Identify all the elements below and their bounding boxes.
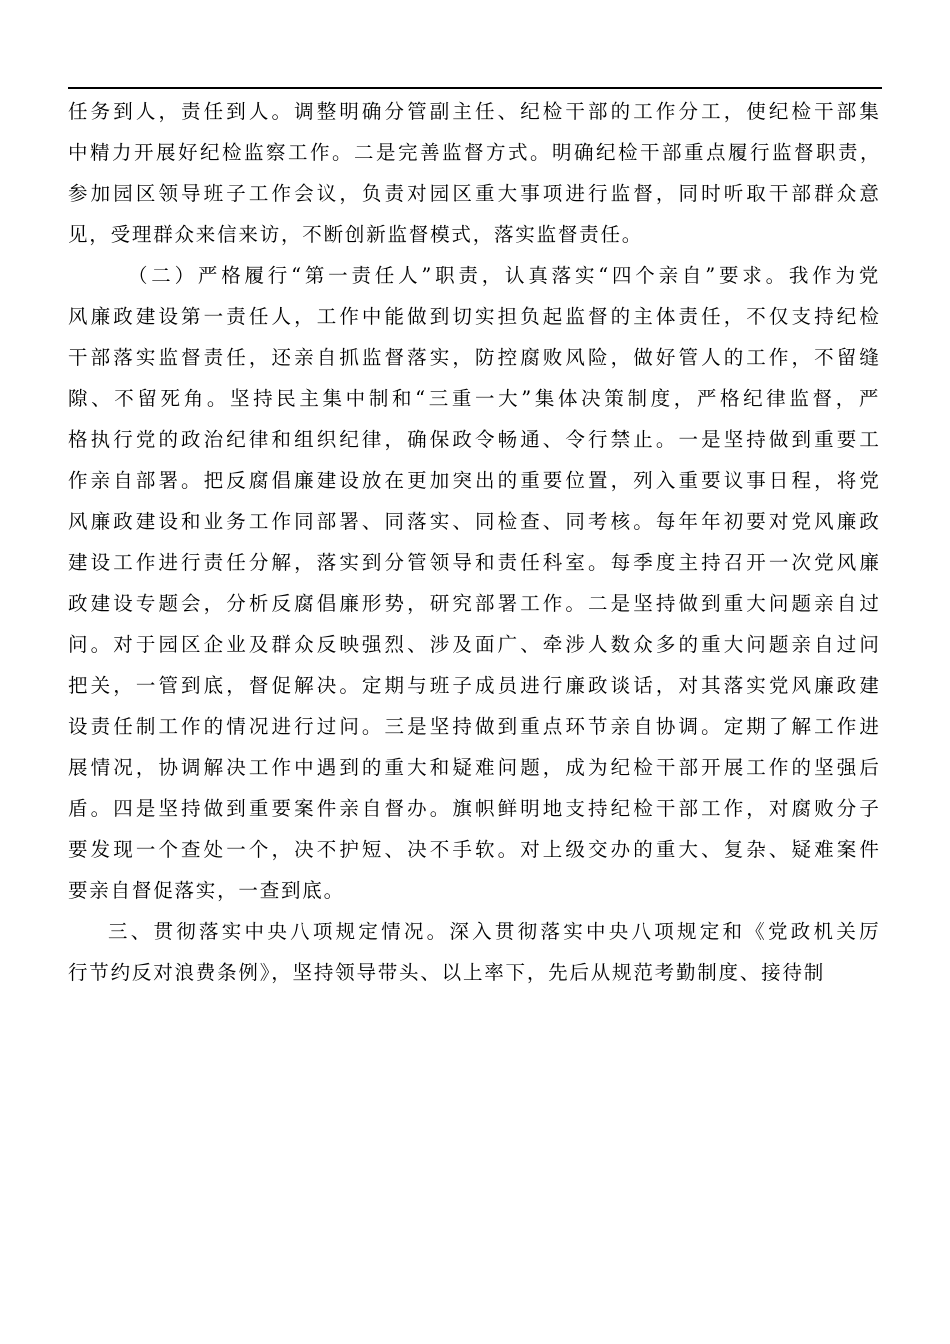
text-line: 见，受理群众来信来访，不断创新监督模式，落实监督责任。 xyxy=(68,223,644,246)
text-line: 把关，一管到底，督促解决。定期与班子成员进行廉政谈话，对其落实党风廉政建 xyxy=(68,674,882,697)
text-line: 盾。四是坚持做到重要案件亲自督办。旗帜鲜明地支持纪检干部工作，对腐败分子 xyxy=(68,797,882,820)
paragraph xyxy=(68,91,888,255)
text-line: 设责任制工作的情况进行过问。三是坚持做到重点环节亲自协调。定期了解工作进 xyxy=(68,715,882,738)
text-line: （二）严格履行“第一责任人”职责，认真落实“四个亲自”要求。我作为党 xyxy=(128,264,883,287)
text-line: 行节约反对浪费条例》，坚持领导带头、以上率下，先后从规范考勤制度、接待制 xyxy=(68,961,826,984)
text-line: 要发现一个查处一个，决不护短、决不手软。对上级交办的重大、复杂、疑难案件 xyxy=(68,838,882,861)
text-line: 风廉政建设第一责任人，工作中能做到切实担负起监督的主体责任，不仅支持纪检 xyxy=(68,305,882,328)
header-rule xyxy=(68,87,882,89)
text-line: 三、贯彻落实中央八项规定情况。深入贯彻落实中央八项规定和《党政机关厉 xyxy=(108,920,882,943)
text-line: 政建设专题会，分析反腐倡廉形势，研究部署工作。二是坚持做到重大问题亲自过 xyxy=(68,592,882,615)
text-line: 建设工作进行责任分解，落实到分管领导和责任科室。每季度主持召开一次党风廉 xyxy=(68,551,882,574)
paragraph xyxy=(68,255,888,911)
text-line: 作亲自部署。把反腐倡廉建设放在更加突出的重要位置，列入重要议事日程，将党 xyxy=(68,469,882,492)
text-line: 中精力开展好纪检监察工作。二是完善监督方式。明确纪检干部重点履行监督职责， xyxy=(68,141,883,164)
text-line: 参加园区领导班子工作会议，负责对园区重大事项进行监督，同时听取干部群众意 xyxy=(68,182,882,205)
text-line: 展情况，协调解决工作中遇到的重大和疑难问题，成为纪检干部开展工作的坚强后 xyxy=(68,756,882,779)
document-body xyxy=(68,91,888,993)
text-line: 任务到人，责任到人。调整明确分管副主任、纪检干部的工作分工，使纪检干部集 xyxy=(68,100,882,123)
text-line: 问。对于园区企业及群众反映强烈、涉及面广、牵涉人数众多的重大问题亲自过问 xyxy=(68,633,882,656)
text-line: 隙、不留死角。坚持民主集中制和“三重一大”集体决策制度，严格纪律监督，严 xyxy=(68,387,882,410)
paragraph xyxy=(68,911,888,993)
text-line: 要亲自督促落实，一查到底。 xyxy=(68,879,345,902)
text-line: 干部落实监督责任，还亲自抓监督落实，防控腐败风险，做好管人的工作，不留缝 xyxy=(68,346,882,369)
text-line: 格执行党的政治纪律和组织纪律，确保政令畅通、令行禁止。一是坚持做到重要工 xyxy=(68,428,882,451)
text-line: 风廉政建设和业务工作同部署、同落实、同检查、同考核。每年年初要对党风廉政 xyxy=(68,510,882,533)
